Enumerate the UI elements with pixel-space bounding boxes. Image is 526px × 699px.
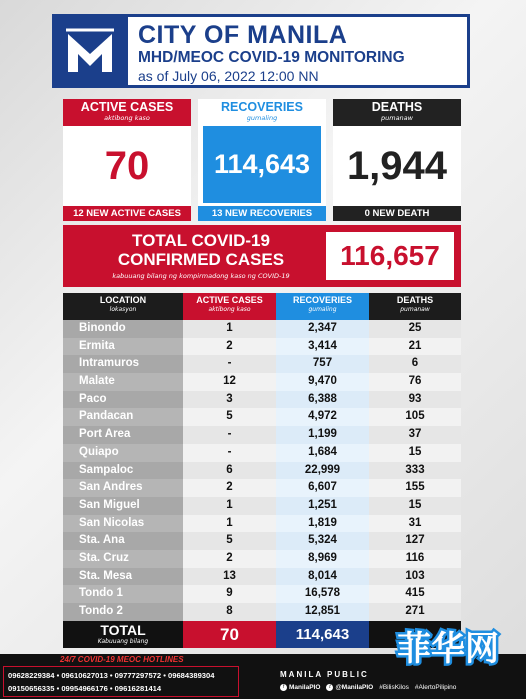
deaths-subtitle: pumanaw xyxy=(381,114,413,122)
col-deaths-title: DEATHS xyxy=(396,295,434,305)
recoveries-card xyxy=(198,99,326,221)
twitter-handle: @ManilaPIO xyxy=(335,684,374,691)
new-deaths: 0 NEW DEATH xyxy=(333,206,461,221)
active-cell: 5 xyxy=(183,532,276,550)
hotline-label: 24/7 COVID-19 MEOC HOTLINES xyxy=(60,655,184,664)
recoveries-cell: 4,972 xyxy=(276,408,369,426)
active-cell: 2 xyxy=(183,338,276,356)
table-row xyxy=(63,568,461,586)
active-cases-value: 70 xyxy=(104,143,150,188)
deaths-cell: 271 xyxy=(369,603,461,621)
deaths-cell: 25 xyxy=(369,320,461,338)
table-row xyxy=(63,426,461,444)
recoveries-title: RECOVERIES xyxy=(221,100,303,114)
deaths-cell: 155 xyxy=(369,479,461,497)
deaths-cell: 116 xyxy=(369,550,461,568)
deaths-cell: 93 xyxy=(369,391,461,409)
total-subtitle: kabuuang bilang ng kompirmadong kaso ng COVID-19 xyxy=(112,272,290,280)
facebook-link[interactable] xyxy=(280,684,320,691)
deaths-cell: 15 xyxy=(369,497,461,515)
page-title: CITY OF MANILA xyxy=(138,21,348,49)
col-location-sub: lokasyon xyxy=(109,306,137,313)
hotline-numbers-2: 09150656335 • 09954966176 • 09616281414 xyxy=(8,684,162,693)
active-cell: 1 xyxy=(183,515,276,533)
table-row xyxy=(63,550,461,568)
recoveries-cell: 8,969 xyxy=(276,550,369,568)
table-row xyxy=(63,320,461,338)
table-header xyxy=(63,293,461,320)
total-line1: TOTAL COVID-19 xyxy=(132,231,270,250)
deaths-cell: 21 xyxy=(369,338,461,356)
location-cell: Sta. Cruz xyxy=(63,550,183,568)
active-cell: - xyxy=(183,426,276,444)
active-cell: 2 xyxy=(183,479,276,497)
recoveries-cell: 3,414 xyxy=(276,338,369,356)
active-cases-card xyxy=(63,99,191,221)
deaths-title: DEATHS xyxy=(371,100,423,114)
recoveries-cell: 12,851 xyxy=(276,603,369,621)
table-row xyxy=(63,479,461,497)
active-cell: 2 xyxy=(183,550,276,568)
location-cell: Sta. Mesa xyxy=(63,568,183,586)
active-cell: 9 xyxy=(183,585,276,603)
col-active-sub: aktibong kaso xyxy=(208,306,251,313)
deaths-card xyxy=(333,99,461,221)
total-label: TOTAL xyxy=(100,621,146,638)
header xyxy=(52,14,470,88)
location-cell: Sta. Ana xyxy=(63,532,183,550)
deaths-cell: 76 xyxy=(369,373,461,391)
total-confirmed-label xyxy=(71,231,331,281)
recoveries-subtitle: gumaling xyxy=(246,114,278,122)
report-date: as of July 06, 2022 12:00 NN xyxy=(138,68,319,84)
hotline-box xyxy=(3,666,239,697)
deaths-cell: 31 xyxy=(369,515,461,533)
location-cell: San Nicolas xyxy=(63,515,183,533)
col-deaths xyxy=(369,293,461,320)
col-recoveries-sub: gumaling xyxy=(308,306,337,313)
col-location-title: LOCATION xyxy=(99,295,147,305)
recoveries-cell: 757 xyxy=(276,355,369,373)
recoveries-cell: 16,578 xyxy=(276,585,369,603)
active-cases-header xyxy=(63,99,191,126)
recoveries-value: 114,643 xyxy=(203,126,321,203)
total-confirmed-value: 116,657 xyxy=(324,230,456,282)
recoveries-cell: 5,324 xyxy=(276,532,369,550)
hashtag-bilis-kilos: #BilisKilos xyxy=(379,684,409,691)
recoveries-cell: 2,347 xyxy=(276,320,369,338)
total-line2: CONFIRMED CASES xyxy=(117,250,285,269)
total-active-cell: 70 xyxy=(183,621,276,648)
active-cell: 5 xyxy=(183,408,276,426)
location-table xyxy=(63,293,461,648)
twitter-icon: t xyxy=(326,684,333,691)
recoveries-cell: 1,251 xyxy=(276,497,369,515)
watermark-text: 菲华网 xyxy=(397,629,499,669)
active-cell: 8 xyxy=(183,603,276,621)
table-row xyxy=(63,515,461,533)
recoveries-cell: 1,819 xyxy=(276,515,369,533)
active-cases-title: ACTIVE CASES xyxy=(80,100,174,114)
col-recoveries xyxy=(276,293,369,320)
total-label-cell xyxy=(63,621,183,648)
recoveries-cell: 6,388 xyxy=(276,391,369,409)
new-active-cases: 12 NEW ACTIVE CASES xyxy=(63,206,191,221)
active-cell: 13 xyxy=(183,568,276,586)
manila-logo-icon xyxy=(52,14,128,88)
facebook-handle: ManilaPIO xyxy=(289,684,321,691)
deaths-cell: 415 xyxy=(369,585,461,603)
deaths-cell: 103 xyxy=(369,568,461,586)
location-cell: Malate xyxy=(63,373,183,391)
location-cell: Pandacan xyxy=(63,408,183,426)
table-row xyxy=(63,497,461,515)
page-subtitle: MHD/MEOC COVID-19 MONITORING xyxy=(138,49,405,66)
location-cell: Ermita xyxy=(63,338,183,356)
facebook-icon: f xyxy=(280,684,287,691)
recoveries-header xyxy=(198,99,326,126)
recoveries-cell: 22,999 xyxy=(276,462,369,480)
total-label-sub: Kabuuang bilang xyxy=(97,637,149,645)
total-recoveries-cell: 114,643 xyxy=(276,621,369,648)
deaths-cell: 333 xyxy=(369,462,461,480)
col-active-title: ACTIVE CASES xyxy=(196,295,263,305)
active-cell: 1 xyxy=(183,497,276,515)
new-recoveries: 13 NEW RECOVERIES xyxy=(198,206,326,221)
hashtag-alerto: #AlertoPilipino xyxy=(414,684,457,691)
location-cell: Tondo 2 xyxy=(63,603,183,621)
recoveries-cell: 1,199 xyxy=(276,426,369,444)
watermark-logo xyxy=(378,618,518,678)
table-row xyxy=(63,338,461,356)
table-row xyxy=(63,373,461,391)
recoveries-cell: 6,607 xyxy=(276,479,369,497)
table-row xyxy=(63,391,461,409)
header-text xyxy=(128,14,470,88)
location-cell: Intramuros xyxy=(63,355,183,373)
active-cell: 6 xyxy=(183,462,276,480)
active-cell: - xyxy=(183,355,276,373)
table-row xyxy=(63,585,461,603)
location-cell: Binondo xyxy=(63,320,183,338)
location-cell: Tondo 1 xyxy=(63,585,183,603)
col-location xyxy=(63,293,183,320)
table-row xyxy=(63,408,461,426)
recoveries-cell: 8,014 xyxy=(276,568,369,586)
recoveries-cell: 9,470 xyxy=(276,373,369,391)
location-cell: Sampaloc xyxy=(63,462,183,480)
location-cell: Paco xyxy=(63,391,183,409)
location-cell: Quiapo xyxy=(63,444,183,462)
table-row xyxy=(63,462,461,480)
deaths-cell: 6 xyxy=(369,355,461,373)
location-cell: Port Area xyxy=(63,426,183,444)
deaths-header xyxy=(333,99,461,126)
table-row xyxy=(63,355,461,373)
table-body xyxy=(63,320,461,621)
deaths-cell: 127 xyxy=(369,532,461,550)
twitter-link[interactable] xyxy=(326,684,373,691)
hotline-numbers-1: 09628229384 • 09610627013 • 09777297572 • 09684389304 xyxy=(8,671,215,680)
manila-public-label: MANILA PUBLIC xyxy=(280,670,369,679)
deaths-cell: 37 xyxy=(369,426,461,444)
recoveries-cell: 1,684 xyxy=(276,444,369,462)
deaths-value: 1,944 xyxy=(346,143,448,188)
total-confirmed-banner xyxy=(63,225,461,287)
col-deaths-sub: pumanaw xyxy=(400,306,430,313)
active-cell: - xyxy=(183,444,276,462)
active-cases-subtitle: aktibong kaso xyxy=(104,114,150,122)
social-links xyxy=(280,684,456,691)
table-row xyxy=(63,532,461,550)
deaths-cell: 105 xyxy=(369,408,461,426)
location-cell: San Miguel xyxy=(63,497,183,515)
deaths-cell: 15 xyxy=(369,444,461,462)
location-cell: San Andres xyxy=(63,479,183,497)
col-active xyxy=(183,293,276,320)
col-recoveries-title: RECOVERIES xyxy=(292,295,352,305)
table-row xyxy=(63,444,461,462)
active-cell: 12 xyxy=(183,373,276,391)
active-cell: 3 xyxy=(183,391,276,409)
active-cell: 1 xyxy=(183,320,276,338)
